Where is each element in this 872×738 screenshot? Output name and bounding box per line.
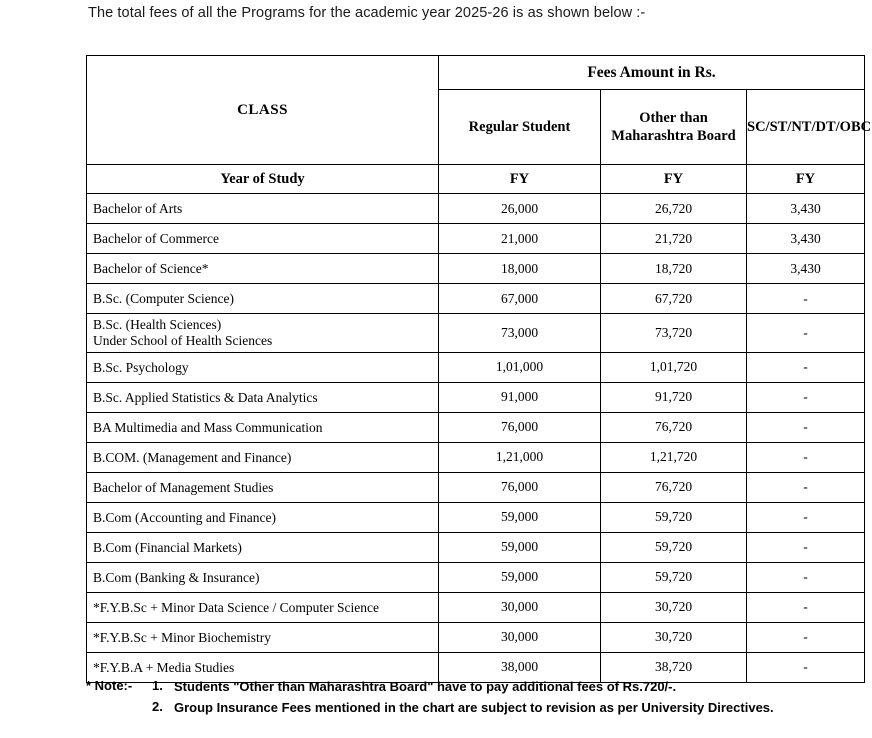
fee-other-board: 91,720 xyxy=(601,382,747,412)
fee-regular: 30,000 xyxy=(439,622,601,652)
program-name: *F.Y.B.Sc + Minor Biochemistry xyxy=(87,622,439,652)
fee-reserved: - xyxy=(747,412,865,442)
fee-reserved: - xyxy=(747,622,865,652)
program-name: B.Com (Banking & Insurance) xyxy=(87,562,439,592)
program-name: B.Sc. Applied Statistics & Data Analytics xyxy=(87,382,439,412)
header-fees-amount: Fees Amount in Rs. xyxy=(439,56,865,90)
fee-other-board: 59,720 xyxy=(601,502,747,532)
year-of-study-label: Year of Study xyxy=(87,165,439,194)
program-name: Bachelor of Commerce xyxy=(87,224,439,254)
year-of-study-regular: FY xyxy=(439,165,601,194)
fee-other-board: 59,720 xyxy=(601,562,747,592)
fee-reserved: - xyxy=(747,562,865,592)
fee-reserved: - xyxy=(747,502,865,532)
table-row xyxy=(87,592,865,622)
intro-text: The total fees of all the Programs for the academic year 2025-26 is as shown below :- xyxy=(88,5,646,21)
fee-other-board: 59,720 xyxy=(601,532,747,562)
table-row xyxy=(87,442,865,472)
header-sc-st-nt-dt-obc: SC/ST/NT/DT/OBC xyxy=(747,90,865,165)
table-row xyxy=(87,254,865,284)
table-row xyxy=(87,284,865,314)
program-name: B.COM. (Management and Finance) xyxy=(87,442,439,472)
year-of-study-row xyxy=(87,165,865,194)
fee-reserved: - xyxy=(747,532,865,562)
fee-other-board: 18,720 xyxy=(601,254,747,284)
fee-other-board: 1,21,720 xyxy=(601,442,747,472)
year-of-study-sc: FY xyxy=(747,165,865,194)
note-text: Students "Other than Maharashtra Board" have to pay additional fees of Rs.720/-. xyxy=(174,679,677,694)
fee-other-board: 67,720 xyxy=(601,284,747,314)
fee-other-board: 30,720 xyxy=(601,622,747,652)
program-name: *F.Y.B.Sc + Minor Data Science / Computer Science xyxy=(87,592,439,622)
fee-reserved: - xyxy=(747,442,865,472)
fee-other-board: 21,720 xyxy=(601,224,747,254)
fee-regular: 18,000 xyxy=(439,254,601,284)
fee-reserved: 3,430 xyxy=(747,254,865,284)
program-name: B.Com (Financial Markets) xyxy=(87,532,439,562)
fee-reserved: - xyxy=(747,314,865,353)
fee-regular: 30,000 xyxy=(439,592,601,622)
fee-other-board: 1,01,720 xyxy=(601,352,747,382)
notes-label: * Note:- xyxy=(86,678,133,693)
fee-regular: 26,000 xyxy=(439,194,601,224)
fee-regular: 38,000 xyxy=(439,652,601,682)
fee-other-board: 73,720 xyxy=(601,314,747,353)
fee-reserved: - xyxy=(747,472,865,502)
table-row xyxy=(87,502,865,532)
table-row xyxy=(87,224,865,254)
fee-regular: 59,000 xyxy=(439,562,601,592)
header-regular-student: Regular Student xyxy=(439,90,601,165)
fee-regular: 59,000 xyxy=(439,502,601,532)
fee-other-board: 38,720 xyxy=(601,652,747,682)
fee-regular: 76,000 xyxy=(439,472,601,502)
program-name: Bachelor of Arts xyxy=(87,194,439,224)
program-name: Bachelor of Science* xyxy=(87,254,439,284)
fee-regular: 21,000 xyxy=(439,224,601,254)
program-name: B.Sc. Psychology xyxy=(87,352,439,382)
program-name-line1: B.Sc. (Health Sciences) xyxy=(93,317,222,332)
note-text: Group Insurance Fees mentioned in the chart are subject to revision as per University Directives. xyxy=(174,699,774,715)
header-other-than-maharashtra-board: Other than Maharashtra Board xyxy=(601,90,747,165)
program-name: BA Multimedia and Mass Communication xyxy=(87,412,439,442)
fee-other-board: 30,720 xyxy=(601,592,747,622)
program-name xyxy=(87,314,439,353)
fee-reserved: 3,430 xyxy=(747,194,865,224)
fee-reserved: - xyxy=(747,652,865,682)
program-name: B.Com (Accounting and Finance) xyxy=(87,502,439,532)
fee-reserved: - xyxy=(747,382,865,412)
note-number: 2. xyxy=(152,698,163,714)
note-number: 1. xyxy=(152,678,163,693)
year-of-study-other: FY xyxy=(601,165,747,194)
fee-reserved: 3,430 xyxy=(747,224,865,254)
program-name: B.Sc. (Computer Science) xyxy=(87,284,439,314)
note-item xyxy=(152,699,774,717)
fee-other-board: 76,720 xyxy=(601,472,747,502)
table-body xyxy=(87,194,865,683)
table-row xyxy=(87,622,865,652)
table-row xyxy=(87,472,865,502)
table-row xyxy=(87,382,865,412)
fee-regular: 91,000 xyxy=(439,382,601,412)
fee-regular: 76,000 xyxy=(439,412,601,442)
table-row xyxy=(87,412,865,442)
fee-other-board: 26,720 xyxy=(601,194,747,224)
table-row xyxy=(87,194,865,224)
table-row xyxy=(87,352,865,382)
table-row xyxy=(87,562,865,592)
note-item xyxy=(152,678,774,696)
header-row-top xyxy=(87,56,865,90)
fees-table xyxy=(86,55,872,683)
fee-regular: 67,000 xyxy=(439,284,601,314)
table-header xyxy=(87,56,872,194)
fee-regular: 73,000 xyxy=(439,314,601,353)
fee-reserved: - xyxy=(747,284,865,314)
fee-regular: 1,01,000 xyxy=(439,352,601,382)
fee-regular: 1,21,000 xyxy=(439,442,601,472)
notes-list xyxy=(152,678,774,719)
notes-section xyxy=(86,678,774,719)
program-name-line2: Under School of Health Sciences xyxy=(93,332,273,348)
program-name: Bachelor of Management Studies xyxy=(87,472,439,502)
table-row xyxy=(87,314,865,353)
fee-regular: 59,000 xyxy=(439,532,601,562)
fee-other-board: 76,720 xyxy=(601,412,747,442)
program-name: *F.Y.B.A + Media Studies xyxy=(87,652,439,682)
header-class: CLASS xyxy=(87,56,439,165)
table-row xyxy=(87,532,865,562)
fee-reserved: - xyxy=(747,352,865,382)
fee-reserved: - xyxy=(747,592,865,622)
